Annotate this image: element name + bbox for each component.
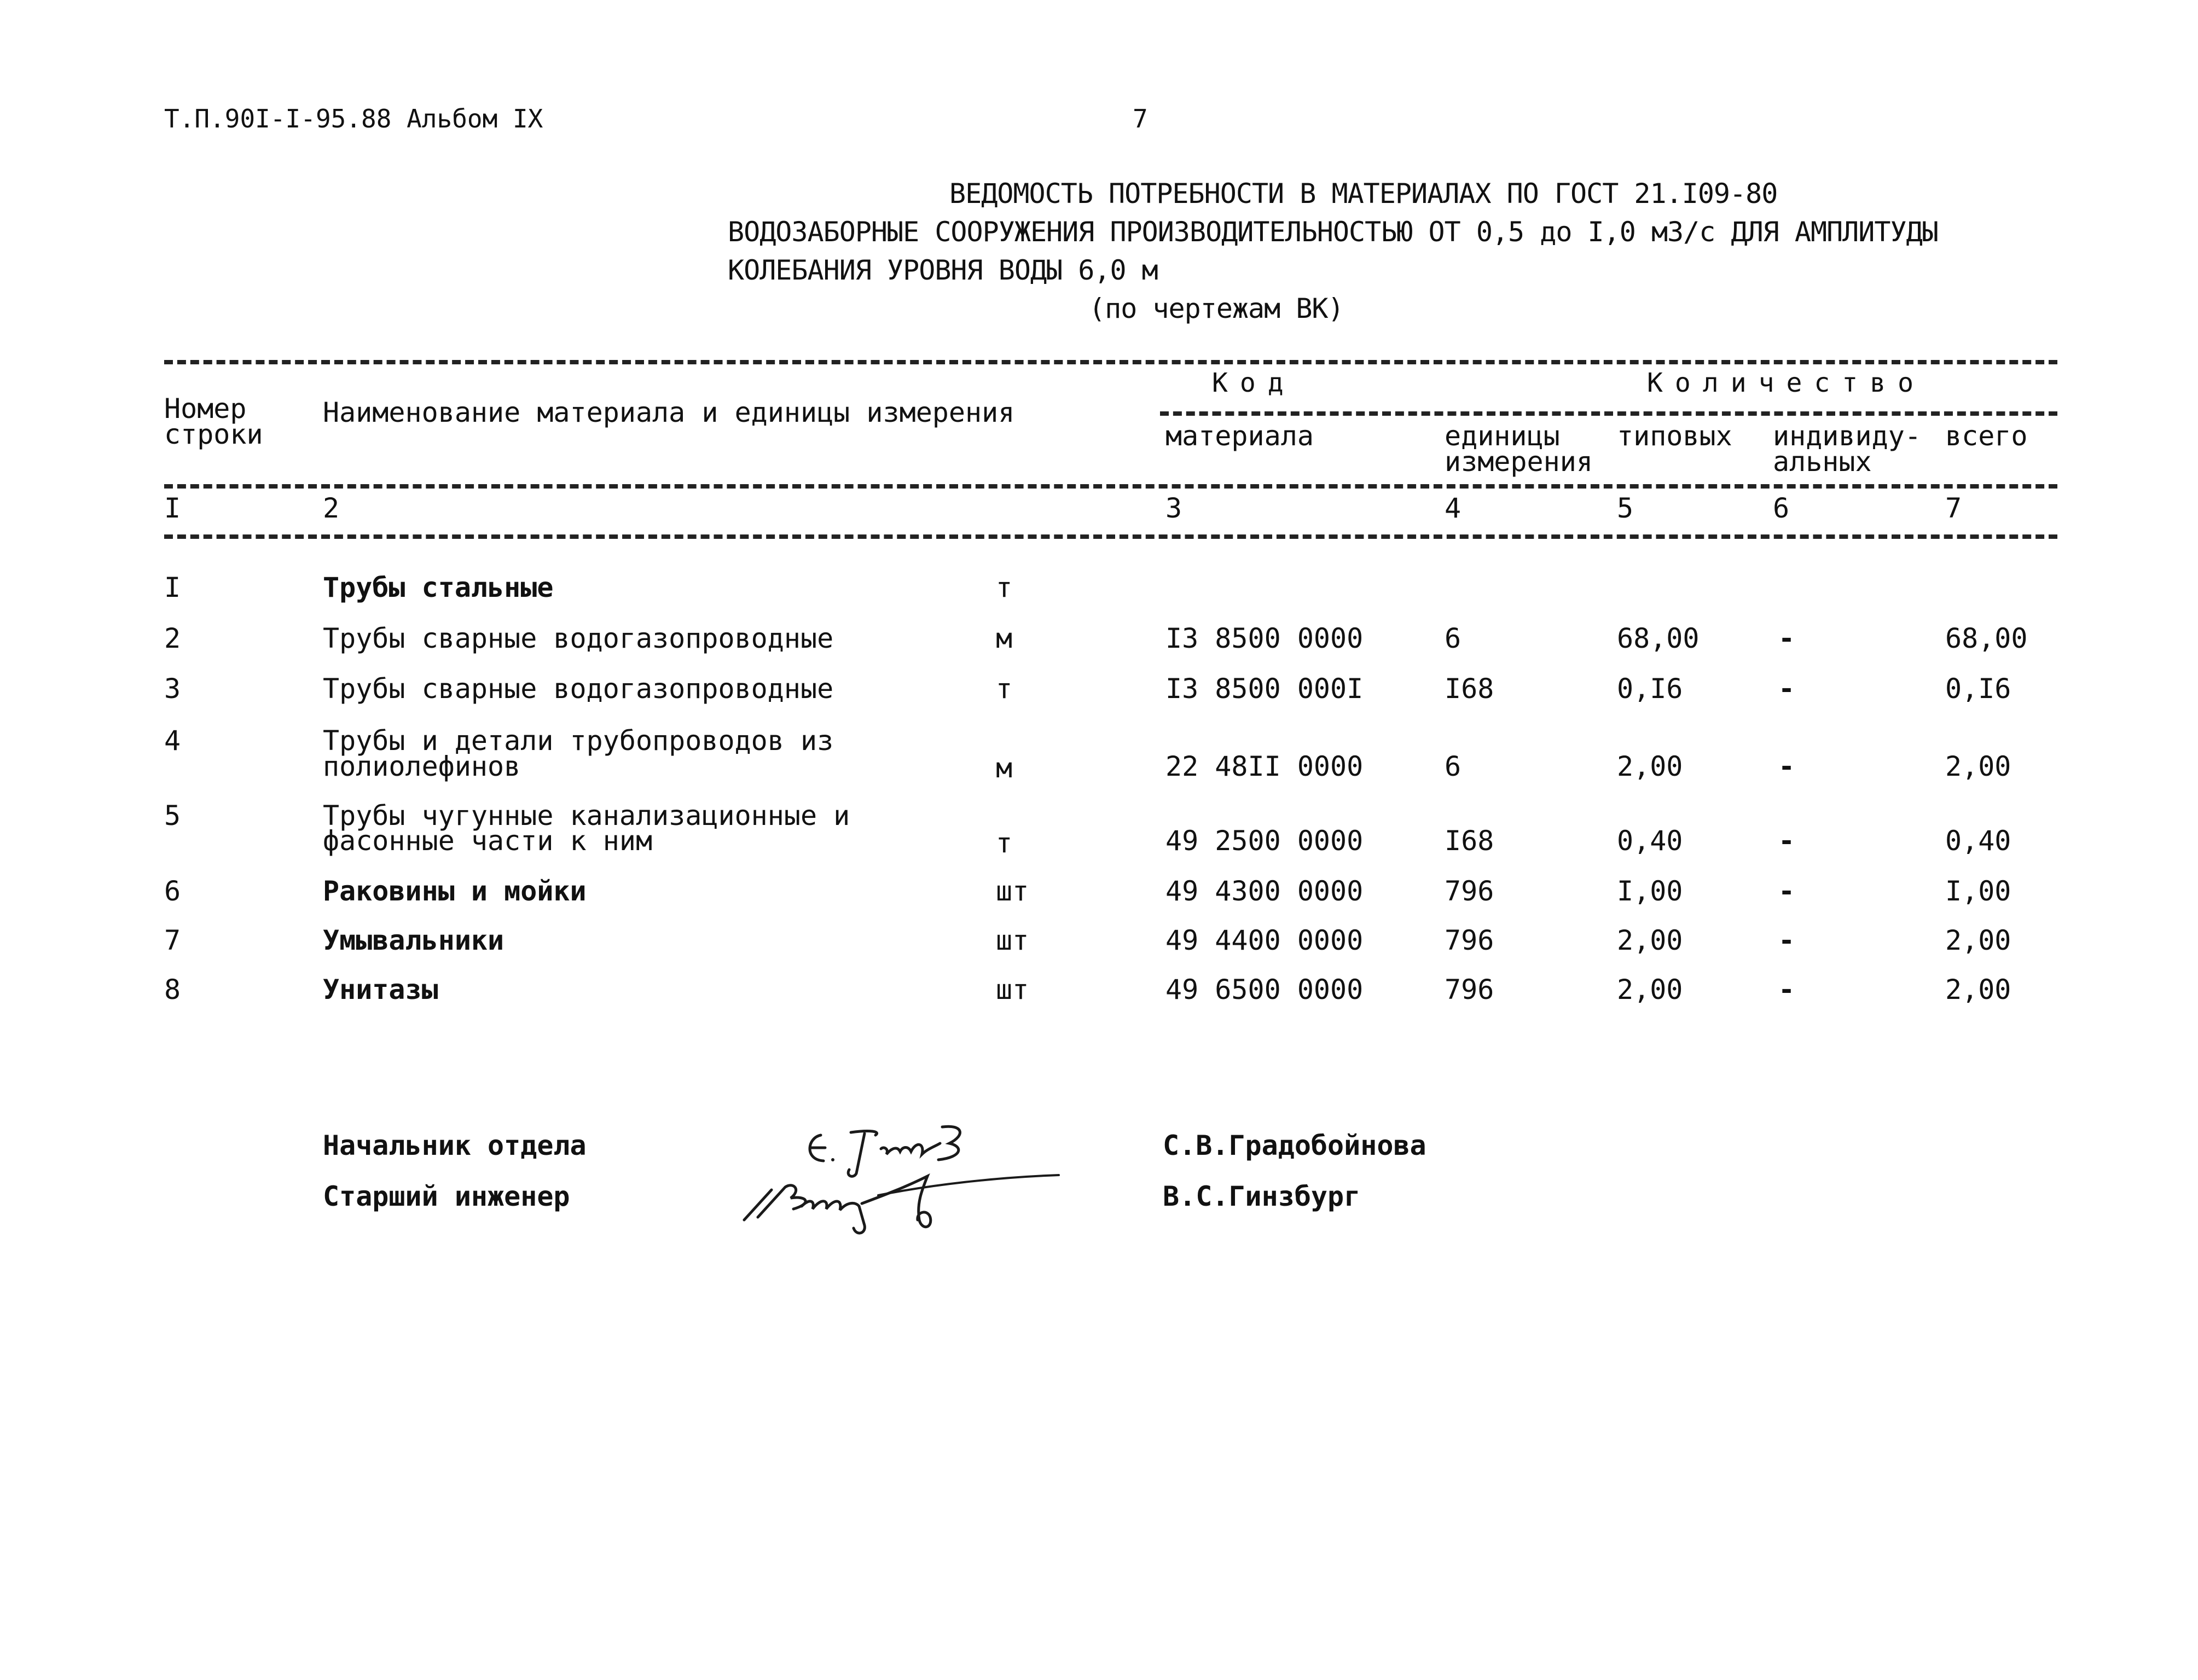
unit-code: 796: [1445, 875, 1494, 907]
material-name: Трубы чугунные канализационные и: [323, 800, 850, 832]
col-header-total: всего: [1945, 420, 2028, 452]
row-number: 7: [164, 925, 181, 956]
signature-role-engineer: Старший инженер: [323, 1181, 570, 1212]
col-header-typical: типовых: [1617, 420, 1732, 452]
unit: шт: [996, 974, 1029, 1005]
col-header-individual-1: индивиду-: [1773, 420, 1921, 452]
qty-individual: -: [1778, 751, 1795, 782]
col-header-unit-2: измерения: [1445, 446, 1593, 478]
qty-typical: 68,00: [1617, 623, 1700, 654]
col-header-row-no-1: Номер: [164, 393, 247, 425]
col-number-2: 2: [323, 492, 340, 524]
qty-total: 0,40: [1945, 825, 2011, 857]
col-header-individual-2: альных: [1773, 446, 1872, 478]
material-code: 49 2500 0000: [1165, 825, 1364, 857]
qty-total: 2,00: [1945, 925, 2011, 956]
material-name: Трубы и детали трубопроводов из: [323, 725, 834, 757]
material-code: 22 48II 0000: [1165, 751, 1364, 782]
title-line-4: (по чертежам ВК): [1089, 293, 1344, 324]
qty-typical: 0,I6: [1617, 673, 1683, 705]
document-reference: Т.П.90I-I-95.88 Альбом IX: [164, 104, 543, 133]
qty-total: I,00: [1945, 875, 2011, 907]
row-number: 4: [164, 725, 181, 757]
qty-individual: -: [1778, 974, 1795, 1005]
material-name: Трубы стальные: [323, 572, 554, 603]
col-header-row-no-2: строки: [164, 418, 263, 450]
material-code: I3 8500 000I: [1165, 673, 1364, 705]
qty-individual: -: [1778, 925, 1795, 956]
row-number: I: [164, 572, 181, 603]
material-code: 49 6500 0000: [1165, 974, 1364, 1005]
qty-typical: I,00: [1617, 875, 1683, 907]
handwritten-signature-2: [741, 1165, 1064, 1242]
row-number: 3: [164, 673, 181, 705]
qty-individual: -: [1778, 623, 1795, 654]
signature-name-engineer: В.С.Гинзбург: [1163, 1181, 1361, 1212]
page-number: 7: [1133, 104, 1148, 133]
row-number: 2: [164, 623, 181, 654]
title-line-3: КОЛЕБАНИЯ УРОВНЯ ВОДЫ 6,0 м: [728, 254, 1158, 286]
col-number-5: 5: [1617, 492, 1634, 524]
material-code: I3 8500 0000: [1165, 623, 1364, 654]
col-number-4: 4: [1445, 492, 1462, 524]
qty-typical: 2,00: [1617, 974, 1683, 1005]
qty-total: 2,00: [1945, 751, 2011, 782]
col-number-7: 7: [1945, 492, 1962, 524]
unit-code: I68: [1445, 825, 1494, 857]
unit: т: [996, 827, 1013, 859]
header-mid-rule: [1160, 411, 2057, 416]
unit: т: [996, 572, 1013, 603]
col-number-3: 3: [1165, 492, 1182, 524]
col-number-6: 6: [1773, 492, 1790, 524]
header-numbers-top-rule: [164, 484, 2057, 489]
unit: т: [996, 673, 1013, 705]
qty-total: 68,00: [1945, 623, 2028, 654]
row-number: 5: [164, 800, 181, 832]
qty-typical: 2,00: [1617, 925, 1683, 956]
row-number: 6: [164, 875, 181, 907]
unit-code: 6: [1445, 751, 1462, 782]
col-header-unit-1: единицы: [1445, 420, 1560, 452]
material-name: Трубы сварные водогазопроводные: [323, 673, 834, 705]
qty-individual: -: [1778, 673, 1795, 705]
group-header-quantity: Количество: [1647, 368, 1926, 398]
group-header-code: Код: [1212, 368, 1296, 398]
qty-individual: -: [1778, 825, 1795, 857]
material-name: Умывальники: [323, 925, 504, 956]
material-name-line-2: полиолефинов: [323, 751, 521, 782]
unit: м: [996, 623, 1013, 654]
qty-total: 0,I6: [1945, 673, 2011, 705]
signature-name-head: С.В.Градобойнова: [1163, 1130, 1426, 1161]
title-line-2: ВОДОЗАБОРНЫЕ СООРУЖЕНИЯ ПРОИЗВОДИТЕЛЬНОСТЬЮ ОТ 0,5 до I,0 м3/с ДЛЯ АМПЛИТУДЫ: [728, 216, 1938, 248]
unit: шт: [996, 925, 1029, 956]
material-code: 49 4300 0000: [1165, 875, 1364, 907]
unit-code: 796: [1445, 925, 1494, 956]
unit-code: I68: [1445, 673, 1494, 705]
unit: шт: [996, 875, 1029, 907]
col-header-name: Наименование материала и единицы измерения: [323, 397, 1015, 428]
material-name: Унитазы: [323, 974, 438, 1005]
row-number: 8: [164, 974, 181, 1005]
header-bottom-rule: [164, 534, 2057, 539]
unit-code: 6: [1445, 623, 1462, 654]
material-name-line-2: фасонные части к ним: [323, 825, 653, 857]
title-line-1: ВЕДОМОСТЬ ПОТРЕБНОСТИ В МАТЕРИАЛАХ ПО ГОСТ 21.I09-80: [949, 178, 1778, 210]
signature-role-head: Начальник отдела: [323, 1130, 587, 1161]
qty-total: 2,00: [1945, 974, 2011, 1005]
col-header-code-material: материала: [1165, 420, 1314, 452]
material-code: 49 4400 0000: [1165, 925, 1364, 956]
unit-code: 796: [1445, 974, 1494, 1005]
material-name: Трубы сварные водогазопроводные: [323, 623, 834, 654]
qty-typical: 2,00: [1617, 751, 1683, 782]
qty-individual: -: [1778, 875, 1795, 907]
unit: м: [996, 752, 1013, 784]
col-number-1: I: [164, 492, 181, 524]
material-name: Раковины и мойки: [323, 875, 587, 907]
qty-typical: 0,40: [1617, 825, 1683, 857]
header-top-rule: [164, 360, 2057, 364]
